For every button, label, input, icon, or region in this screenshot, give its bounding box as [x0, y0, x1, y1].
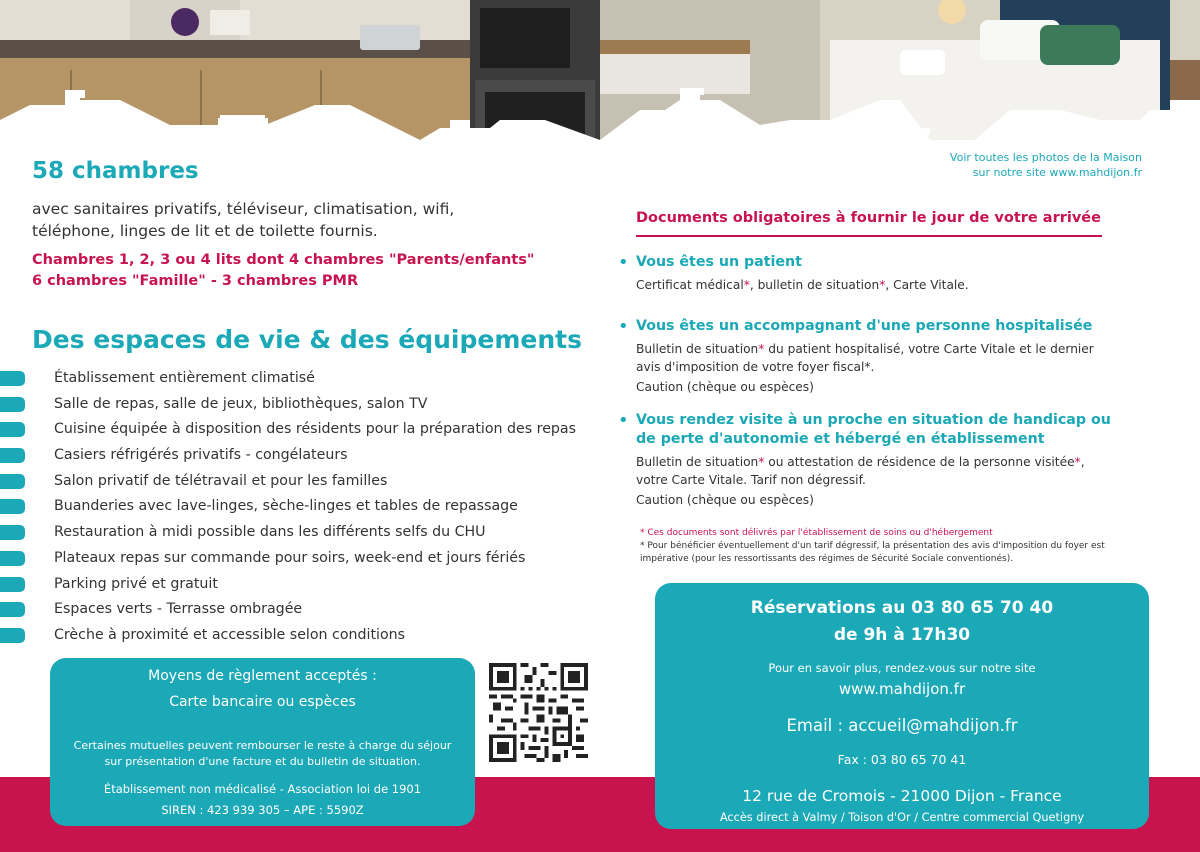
- photos-link-line2: sur notre site www.mahdijon.fr: [972, 166, 1142, 179]
- doc-companion: [618, 317, 1118, 396]
- tab-bullet-icon: [0, 628, 25, 643]
- doc-companion-caution: Caution (chèque ou espèces): [636, 380, 814, 394]
- more-info-text: Pour en savoir plus, rendez-vous sur notre site: [768, 661, 1036, 675]
- list-item-label: Casiers réfrigérés privatifs - congélateurs: [54, 447, 348, 464]
- doc-patient: [618, 253, 1118, 294]
- tab-bullet-icon: [0, 525, 25, 540]
- tab-bullet-icon: [0, 499, 25, 514]
- access-info: Accès direct à Valmy / Toison d'Or / Centre commercial Quetigny: [719, 811, 1085, 824]
- bullet-icon: •: [618, 316, 629, 337]
- rooms-title: 58 chambres: [32, 158, 199, 184]
- list-item: [0, 392, 600, 418]
- list-item: [0, 623, 600, 649]
- address: 12 rue de Cromois - 21000 Dijon - France: [742, 787, 1062, 805]
- list-item: [0, 597, 600, 623]
- spaces-title: Des espaces de vie & des équipements: [32, 325, 582, 354]
- list-item: [0, 494, 600, 520]
- list-item-label: Salon privatif de télétravail et pour les familles: [54, 472, 388, 489]
- legal-ids: SIREN : 423 939 305 – APE : 5590Z: [161, 803, 364, 817]
- doc-companion-heading: Vous êtes un accompagnant d'une personne hospitalisée: [636, 318, 1093, 334]
- tab-bullet-icon: [0, 474, 25, 489]
- doc-patient-text: Certificat médical*, bulletin de situation*, Carte Vitale.: [636, 278, 969, 292]
- legal-status: Établissement non médicalisé - Association loi de 1901: [103, 782, 422, 796]
- footnotes: [640, 527, 1130, 566]
- footnote-2: * Pour bénéficier éventuellement d'un tarif dégressif, la présentation des avis d'imposition du foyer est impérative (pour les ressortissants des régimes de Sécurité Sociale conventionés).: [640, 541, 1105, 564]
- list-item: [0, 417, 600, 443]
- payment-note: Certaines mutuelles peuvent rembourser le reste à charge du séjour sur présentation d'une facture et du bulletin de situation.: [73, 739, 452, 768]
- list-item: [0, 443, 600, 469]
- list-item-label: Buanderies avec lave-linges, sèche-linges et tables de repassage: [54, 498, 518, 515]
- tab-bullet-icon: [0, 602, 25, 617]
- doc-visitor-heading: Vous rendez visite à un proche en situation de handicap ou de perte d'autonomie et hébergé en établissement: [636, 412, 1111, 447]
- tab-bullet-icon: [0, 551, 25, 566]
- list-item: [0, 520, 600, 546]
- photos-link-line1: Voir toutes les photos de la Maison: [949, 151, 1142, 164]
- bullet-icon: •: [618, 252, 629, 273]
- list-item-label: Parking privé et gratuit: [54, 575, 218, 592]
- list-item-label: Cuisine équipée à disposition des résidents pour la préparation des repas: [54, 421, 577, 438]
- list-item-label: Restauration à midi possible dans les différents selfs du CHU: [54, 524, 486, 541]
- reservation-hours: de 9h à 17h30: [833, 625, 971, 645]
- doc-visitor-caution: Caution (chèque ou espèces): [636, 493, 814, 507]
- fax-number: Fax : 03 80 65 70 41: [837, 752, 967, 767]
- rooms-description: avec sanitaires privatifs, téléviseur, climatisation, wifi, téléphone, linges de lit et de toilette fournis.: [32, 200, 455, 240]
- list-item: [0, 366, 600, 392]
- footnote-1: * Ces documents sont délivrés par l'établissement de soins ou d'hébergement: [640, 528, 993, 538]
- tab-bullet-icon: [0, 397, 25, 412]
- list-item: [0, 546, 600, 572]
- bullet-icon: •: [618, 410, 629, 431]
- email-link[interactable]: Email : accueil@mahdijon.fr: [786, 716, 1018, 735]
- doc-companion-text: Bulletin de situation* du patient hospitalisé, votre Carte Vitale et le dernier avis d'imposition de votre foyer fiscal*.: [636, 342, 1094, 374]
- list-item: [0, 572, 600, 598]
- list-item: [0, 469, 600, 495]
- payment-methods: Carte bancaire ou espèces: [169, 694, 356, 710]
- reservations-box: [655, 583, 1149, 829]
- tab-bullet-icon: [0, 448, 25, 463]
- room-types-line2: 6 chambres "Famille" - 3 chambres PMR: [32, 273, 359, 289]
- tab-bullet-icon: [0, 422, 25, 437]
- tab-bullet-icon: [0, 577, 25, 592]
- photos-link[interactable]: [950, 150, 1142, 180]
- doc-visitor: [618, 411, 1118, 509]
- spaces-list: [0, 366, 600, 649]
- documents-title: Documents obligatoires à fournir le jour de votre arrivée: [636, 210, 1101, 226]
- list-item-label: Plateaux repas sur commande pour soirs, week-end et jours fériés: [54, 549, 526, 566]
- qr-code-icon: [489, 663, 588, 762]
- room-types: [32, 250, 534, 292]
- doc-visitor-text: Bulletin de situation* ou attestation de résidence de la personne visitée*, votre Carte Vitale. Tarif non dégressif.: [636, 455, 1085, 487]
- list-item-label: Salle de repas, salle de jeux, bibliothèques, salon TV: [54, 395, 428, 412]
- tab-bullet-icon: [0, 371, 25, 386]
- list-item-label: Espaces verts - Terrasse ombragée: [54, 601, 303, 618]
- list-item-label: Établissement entièrement climatisé: [54, 370, 315, 386]
- reservation-phone[interactable]: Réservations au 03 80 65 70 40: [750, 598, 1054, 618]
- payment-title: Moyens de règlement acceptés :: [148, 668, 377, 684]
- documents-divider: [636, 235, 1102, 237]
- room-types-line1: Chambres 1, 2, 3 ou 4 lits dont 4 chambres "Parents/enfants": [32, 252, 535, 268]
- doc-patient-heading: Vous êtes un patient: [636, 254, 802, 270]
- payment-box: [50, 658, 475, 826]
- list-item-label: Crèche à proximité et accessible selon conditions: [54, 626, 406, 643]
- website-link[interactable]: www.mahdijon.fr: [838, 680, 966, 698]
